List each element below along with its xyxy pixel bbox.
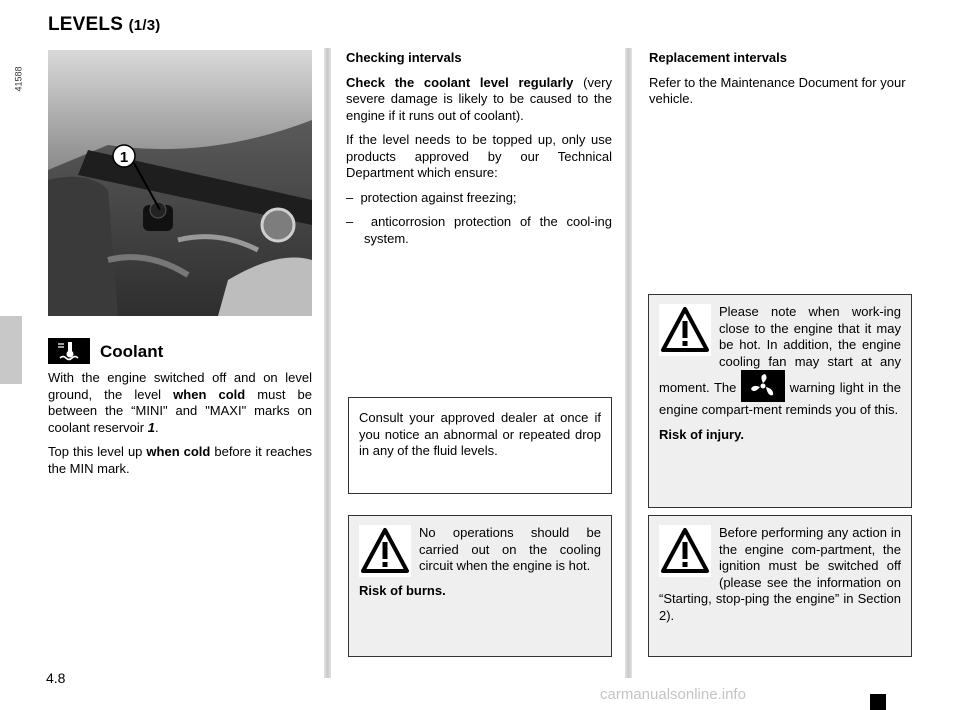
ignition-warning-box	[648, 515, 912, 657]
burns-warning-text: No operations should be carried out on the cooling circuit when the engine is hot. Risk of burns.	[359, 525, 601, 598]
checking-paragraph-1: Check the coolant level regularly (very severe damage is likely to be caused to the engine if it runs out of coolant).	[346, 74, 612, 123]
warning-triangle-icon	[659, 525, 711, 577]
corner-marker	[870, 694, 886, 710]
column-divider-1	[324, 48, 331, 678]
injury-warning-text: Please note when work-ing close to the engine that it may be hot. In addition, the engine cooling fan may start at any moment. The warning light in the engine compart-ment reminds you of this. Risk of injury.	[659, 304, 901, 442]
checking-heading: Checking intervals	[346, 50, 462, 65]
risk-of-injury: Risk of injury.	[659, 426, 744, 442]
burns-warning-box	[348, 515, 612, 657]
engine-bay-photo	[48, 50, 312, 316]
checking-intervals	[346, 50, 612, 255]
coolant-temperature-icon	[48, 338, 90, 364]
warning-triangle-icon	[359, 525, 411, 577]
page-number: 4.8	[46, 670, 66, 686]
injury-warning-box	[648, 294, 912, 508]
coolant-paragraph-1: With the engine switched off and on level ground, the level when cold must be between the “MINI" and "MAXI" marks on coolant reservoir 1.	[48, 370, 313, 435]
coolant-body	[48, 370, 312, 485]
coolant-paragraph-2: Top this level up when cold before it reaches the MIN mark.	[48, 444, 312, 476]
replacement-heading: Replacement intervals	[649, 50, 788, 65]
replacement-intervals	[649, 50, 913, 116]
ignition-warning-text: Before performing any action in the engine com-partment, the ignition must be switched off (please see the information on “Starting, stop-ping the engine” in Section 2).	[659, 525, 901, 623]
coolant-heading-text: Coolant	[100, 342, 164, 361]
warning-triangle-icon	[659, 304, 711, 356]
checking-paragraph-2: If the level needs to be topped up, only use products approved by our Technical Department which ensure:	[346, 132, 612, 180]
risk-of-burns: Risk of burns.	[359, 582, 446, 598]
engine-fan-icon	[741, 370, 785, 402]
replacement-text: Refer to the Maintenance Document for your vehicle.	[649, 74, 906, 106]
engine-bay-illustration	[48, 50, 312, 316]
section-tab-marker	[0, 316, 22, 384]
column-divider-2	[625, 48, 632, 678]
callout-1: 1	[119, 149, 129, 166]
watermark-text: carmanualsonline.info	[600, 686, 746, 703]
list-item: – anticorrosion protection of the cool-ing system.	[346, 214, 612, 246]
consult-dealer-text: Consult your approved dealer at once if you notice an abnormal or repeated drop in any of the fluid levels.	[359, 410, 601, 458]
page-title: LEVELS (1/3)	[48, 14, 161, 35]
consult-dealer-box	[348, 397, 612, 494]
page-title-suffix: (1/3)	[128, 17, 161, 34]
list-item: – protection against freezing;	[346, 189, 517, 205]
photo-id-label: 41588	[13, 66, 24, 92]
